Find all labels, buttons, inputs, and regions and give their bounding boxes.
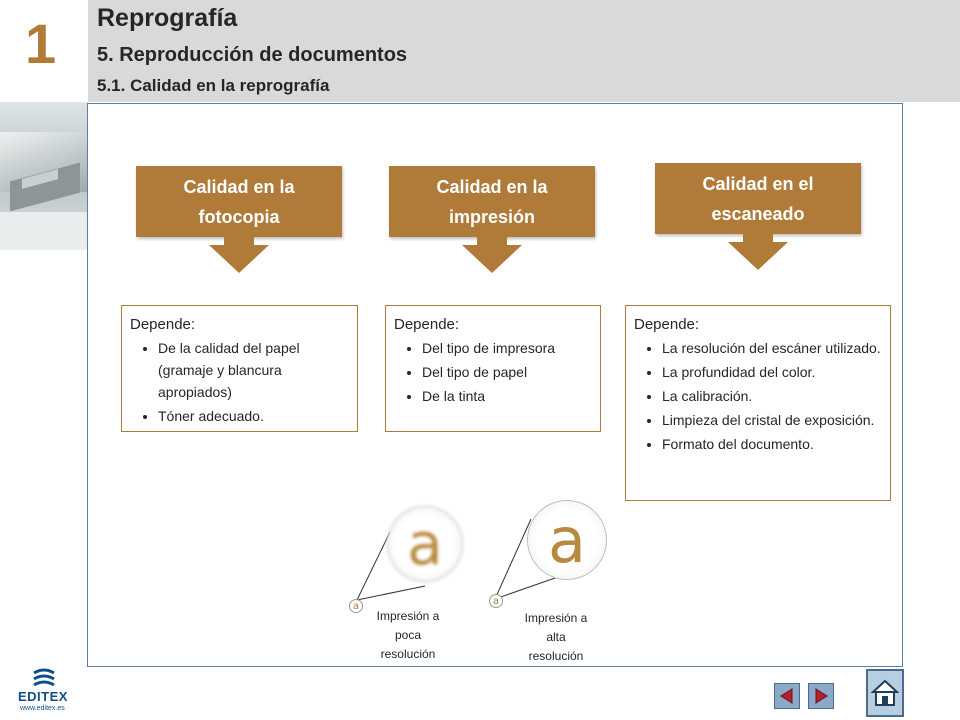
heading-fotocopia-line2: fotocopia	[198, 206, 280, 227]
letter-a-low: a	[407, 510, 443, 578]
heading-impresion-line1: Calidad en la	[436, 176, 548, 197]
info-box-fotocopia	[121, 305, 358, 432]
depends-list	[634, 337, 882, 455]
editex-logo-icon	[32, 667, 56, 687]
arrow-stem	[477, 237, 507, 245]
list-item: • Del tipo de impresora	[422, 337, 592, 359]
heading-fotocopia	[136, 166, 342, 237]
heading-escaneado-line1: Calidad en el	[702, 173, 814, 194]
list-item: • La resolución del escáner utilizado.	[662, 337, 882, 359]
editex-logo	[12, 665, 76, 713]
triangle-right-icon	[813, 688, 829, 704]
list-item: • Tóner adecuado.	[158, 405, 349, 427]
list-item: • De la tinta	[422, 385, 592, 407]
heading-escaneado-line2: escaneado	[711, 203, 805, 224]
heading-impresion-line2: impresión	[448, 206, 536, 227]
lens-low-resolution	[387, 506, 463, 582]
list-item: • La profundidad del color.	[662, 361, 882, 383]
home-icon	[871, 678, 899, 708]
logo-word: EDITEX	[18, 689, 68, 704]
arrow-stem	[224, 237, 254, 245]
page-title: Reprografía	[97, 4, 238, 32]
list-item: • Del tipo de papel	[422, 361, 592, 383]
list-item: • Limpieza del cristal de exposición.	[662, 409, 882, 431]
arrow-down-icon	[728, 242, 788, 270]
letter-a-high: a	[548, 503, 586, 577]
depends-label: Depende:	[394, 316, 460, 333]
chapter-number: 1	[25, 12, 57, 75]
depends-label: Depende:	[634, 316, 700, 333]
info-box-escaneado	[625, 305, 891, 501]
page-subtitle: 5. Reproducción de documentos	[97, 44, 408, 66]
info-box-impresion	[385, 305, 601, 432]
heading-impresion	[389, 166, 595, 237]
section-title: 5.1. Calidad en la reprografía	[97, 76, 330, 95]
lens-high-resolution	[527, 500, 607, 580]
prev-button[interactable]	[774, 683, 800, 709]
arrow-down-icon	[462, 245, 522, 273]
depends-list	[394, 337, 592, 407]
depends-label: Depende:	[130, 316, 196, 333]
heading-fotocopia-line1: Calidad en la	[183, 176, 295, 197]
small-letter-a-high: a	[489, 594, 503, 608]
list-item: • La calibración.	[662, 385, 882, 407]
triangle-left-icon	[779, 688, 795, 704]
arrow-stem	[743, 234, 773, 242]
small-letter-a-low: a	[349, 599, 363, 613]
list-item: • Formato del documento.	[662, 433, 882, 455]
next-button[interactable]	[808, 683, 834, 709]
caption-high-resolution: Impresión a alta resolución	[524, 611, 588, 663]
home-button[interactable]	[866, 669, 904, 717]
arrow-down-icon	[209, 245, 269, 273]
depends-list	[130, 337, 349, 427]
photocopier-photo	[0, 102, 88, 250]
list-item: • De la calidad del papel (gramaje y blancura apropiados)	[158, 337, 349, 403]
logo-url: www.editex.es	[20, 705, 65, 712]
heading-escaneado	[655, 163, 861, 234]
caption-low-resolution: Impresión a poca resolución	[376, 609, 440, 661]
